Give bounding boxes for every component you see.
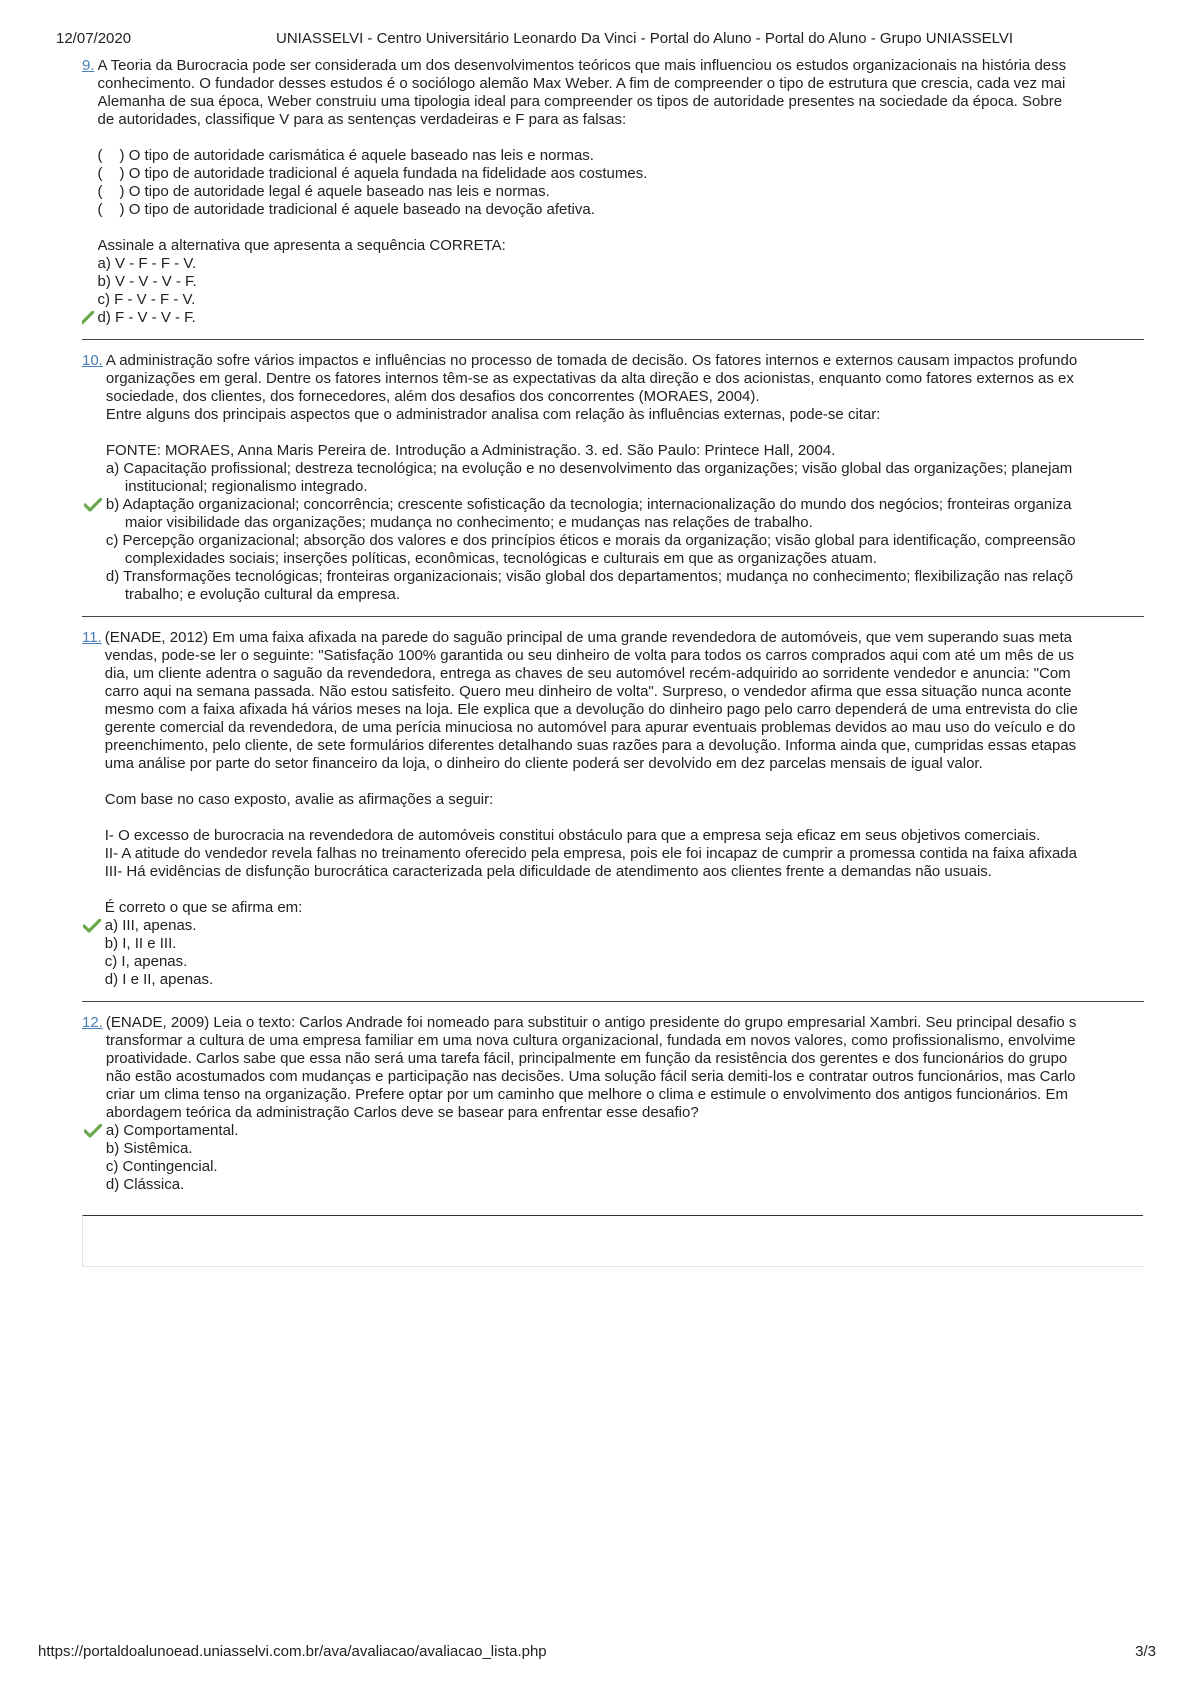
question-text-line: gerente comercial da revendedora, de uma perícia minuciosa no automóvel para apurar eventuais problemas devidos ao mau uso do veículo e do (104, 719, 1076, 736)
question-number-link[interactable]: 11. (82, 629, 102, 646)
answer-option: d) Clássica. (105, 1176, 185, 1193)
page-url: https://portaldoalunoead.uniasselvi.com.br/ava/avaliacao/avaliacao_lista.php (38, 1643, 547, 1660)
answer-option: c) F - V - F - V. (97, 291, 196, 308)
question-text-line: preenchimento, pelo cliente, de sete formulários diferentes detalhando suas razões para a devolução. Informa ainda que, cumpridas essas etapas (104, 737, 1077, 754)
page-number: 3/3 (1135, 1643, 1156, 1660)
question-number-link[interactable]: 12. (82, 1014, 103, 1031)
question-text-line: mesmo com a faixa afixada há vários meses na loja. Ele explica que a devolução do dinheiro pago pelo carro dependerá de uma entrevista do clie (104, 701, 1078, 718)
question-text-line: uma análise por parte do setor financeiro da loja, o dinheiro do cliente poderá ser devolvido em dez parcelas mensais de igual valor. (104, 755, 983, 772)
question-text-line: criar um clima tenso na organização. Prefere optar por um caminho que melhore o clima e estimule o envolvimento dos antigos funcionários. Em (105, 1086, 1068, 1103)
statement-item: III- Há evidências de disfunção burocrática caracterizada pela dificuldade de atendimento aos clientes frente a demandas não usuais. (104, 863, 992, 880)
checkmark-icon (83, 919, 101, 933)
question-text-line: organizações em geral. Dentre os fatores internos têm-se as expectativas da alta direção e dos acionistas, enquanto como fatores externos as ex (105, 370, 1074, 387)
question-prompt: Assinale a alternativa que apresenta a sequência CORRETA: (97, 237, 506, 254)
answer-option-correct: b) Adaptação organizacional; concorrência; crescente sofisticação da tecnologia; internacionalização do mundo dos negócios; fronteiras organiza maior visibilidade das organizações; mudança no conhecimento; e mudanças nas relações de trabalho. (106, 496, 1144, 532)
question-12 (82, 1014, 1144, 1194)
question-number-link[interactable]: 10. (82, 352, 103, 369)
print-date: 12/07/2020 (56, 30, 132, 47)
question-text-line: Entre alguns dos principais aspectos que o administrador analisa com relação às influências externas, pode-se citar: (105, 406, 881, 423)
checkmark-icon (84, 498, 102, 512)
answer-option: d) Transformações tecnológicas; fronteiras organizacionais; visão global dos departamentos; mudança no conhecimento; flexibilização nas relaçõ trabalho; e evolução cultural da empresa. (105, 568, 1074, 603)
question-text-line: (ENADE, 2009) Leia o texto: Carlos Andrade foi nomeado para substituir o antigo presidente do grupo empresarial Xambri. Seu principal desafio s (105, 1014, 1077, 1031)
checkmark-icon (82, 311, 94, 325)
divider (82, 616, 1144, 617)
question-9 (82, 57, 1144, 327)
answer-option: a) Capacitação profissional; destreza tecnológica; na evolução e no desenvolvimento das organizações; visão global das organizações; planejam institucional; regionalismo integrado. (105, 460, 1073, 495)
source-citation: FONTE: MORAES, Anna Maris Pereira de. Introdução a Administração. 3. ed. São Paulo: Printece Hall, 2004. (105, 442, 836, 459)
question-11 (82, 629, 1144, 989)
question-prompt: Com base no caso exposto, avalie as afirmações a seguir: (104, 791, 494, 808)
answer-option: b) Sistêmica. (105, 1140, 193, 1157)
answer-option: c) Contingencial. (105, 1158, 218, 1175)
question-prompt: É correto o que se afirma em: (104, 899, 303, 916)
question-text-line: Alemanha de sua época, Weber construiu uma tipologia ideal para compreender os tipos de autoridade presentes na sociedade da época. Sobre (97, 93, 1063, 110)
question-text-line: A administração sofre vários impactos e influências no processo de tomada de decisão. Os fatores internos e externos causam impactos profundo (105, 352, 1078, 369)
question-text-line: não estão acostumados com mudanças e participação nas decisões. Uma solução fácil seria demiti-los e contratar outros funcionários, mas Carlo (105, 1068, 1076, 1085)
question-text-line: carro aqui na semana passada. Não estou satisfeito. Quero meu dinheiro de volta". Surpreso, o vendedor afirma que essa situação nunca aconte (104, 683, 1072, 700)
answer-option: d) I e II, apenas. (104, 971, 214, 988)
statement-item: ( ) O tipo de autoridade carismática é aquele baseado nas leis e normas. (97, 147, 594, 164)
empty-footer-panel (82, 1215, 1143, 1267)
answer-option: b) V - V - V - F. (97, 273, 197, 290)
divider (82, 339, 1144, 340)
answer-option-correct: a) III, apenas. (105, 917, 1144, 935)
question-text-line: de autoridades, classifique V para as sentenças verdadeiras e F para as falsas: (97, 111, 627, 128)
question-text-line: dia, um cliente adentra o saguão da revendedora, entrega as chaves de seu automóvel recém-adquirido ao sorridente vendedor e anuncia: "Com (104, 665, 1071, 682)
statement-item: I- O excesso de burocracia na revendedora de automóveis constitui obstáculo para que a empresa seja eficaz em seus objetivos comerciais. (104, 827, 1041, 844)
answer-option-correct: d) F - V - V - F. (98, 309, 1144, 327)
question-text-line: transformar a cultura de uma empresa familiar em uma nova cultura organizacional, fundada em novos valores, como profissionalismo, envolvime (105, 1032, 1076, 1049)
question-text-line: (ENADE, 2012) Em uma faixa afixada na parede do saguão principal de uma grande revendedora de automóveis, que vem superando suas meta (104, 629, 1073, 646)
statement-item: ( ) O tipo de autoridade tradicional é aquele baseado na devoção afetiva. (97, 201, 595, 218)
divider (82, 1001, 1144, 1002)
statement-item: II- A atitude do vendedor revela falhas no treinamento oferecido pela empresa, pois ele foi incapaz de cumprir a promessa contida na faixa afixada (104, 845, 1077, 862)
answer-option: c) Percepção organizacional; absorção dos valores e dos princípios éticos e morais da organização; visão global para identificação, compreensão complexidades sociais; inserções políticas, econômicas, tecnológicas e culturais em que as organizações atuam. (105, 532, 1076, 567)
answer-option: c) I, apenas. (104, 953, 188, 970)
question-number-link[interactable]: 9. (82, 57, 95, 74)
page-title: UNIASSELVI - Centro Universitário Leonardo Da Vinci - Portal do Aluno - Portal do Aluno - Grupo UNIASSELVI (276, 30, 1014, 47)
answer-option-correct: a) Comportamental. (106, 1122, 1144, 1140)
question-text-line: abordagem teórica da administração Carlos deve se basear para enfrentar esse desafio? (105, 1104, 699, 1121)
checkmark-icon (84, 1124, 102, 1138)
question-text-line: conhecimento. O fundador desses estudos é o sociólogo alemão Max Weber. A fim de compreender o tipo de estrutura que crescia, cada vez mai (97, 75, 1066, 92)
question-text-line: proatividade. Carlos sabe que essa não será uma tarefa fácil, principalmente em função da resistência dos gerentes e dos funcionários do grupo (105, 1050, 1068, 1067)
question-text-line: vendas, pode-se ler o seguinte: "Satisfação 100% garantida ou seu dinheiro de volta para todos os carros comprados aqui com até um mês de us (104, 647, 1074, 664)
question-text-line: sociedade, dos clientes, dos fornecedores, além dos desafios dos concorrentes (MORAES, 2004). (105, 388, 760, 405)
question-text-line: A Teoria da Burocracia pode ser considerada um dos desenvolvimentos teóricos que mais influenciou os estudos organizacionais na história dess (97, 57, 1067, 74)
answer-option: b) I, II e III. (104, 935, 177, 952)
questions-list (82, 57, 1144, 1257)
question-10 (82, 352, 1144, 604)
answer-option: a) V - F - F - V. (97, 255, 197, 272)
statement-item: ( ) O tipo de autoridade tradicional é aquela fundada na fidelidade aos costumes. (97, 165, 648, 182)
statement-item: ( ) O tipo de autoridade legal é aquele baseado nas leis e normas. (97, 183, 550, 200)
